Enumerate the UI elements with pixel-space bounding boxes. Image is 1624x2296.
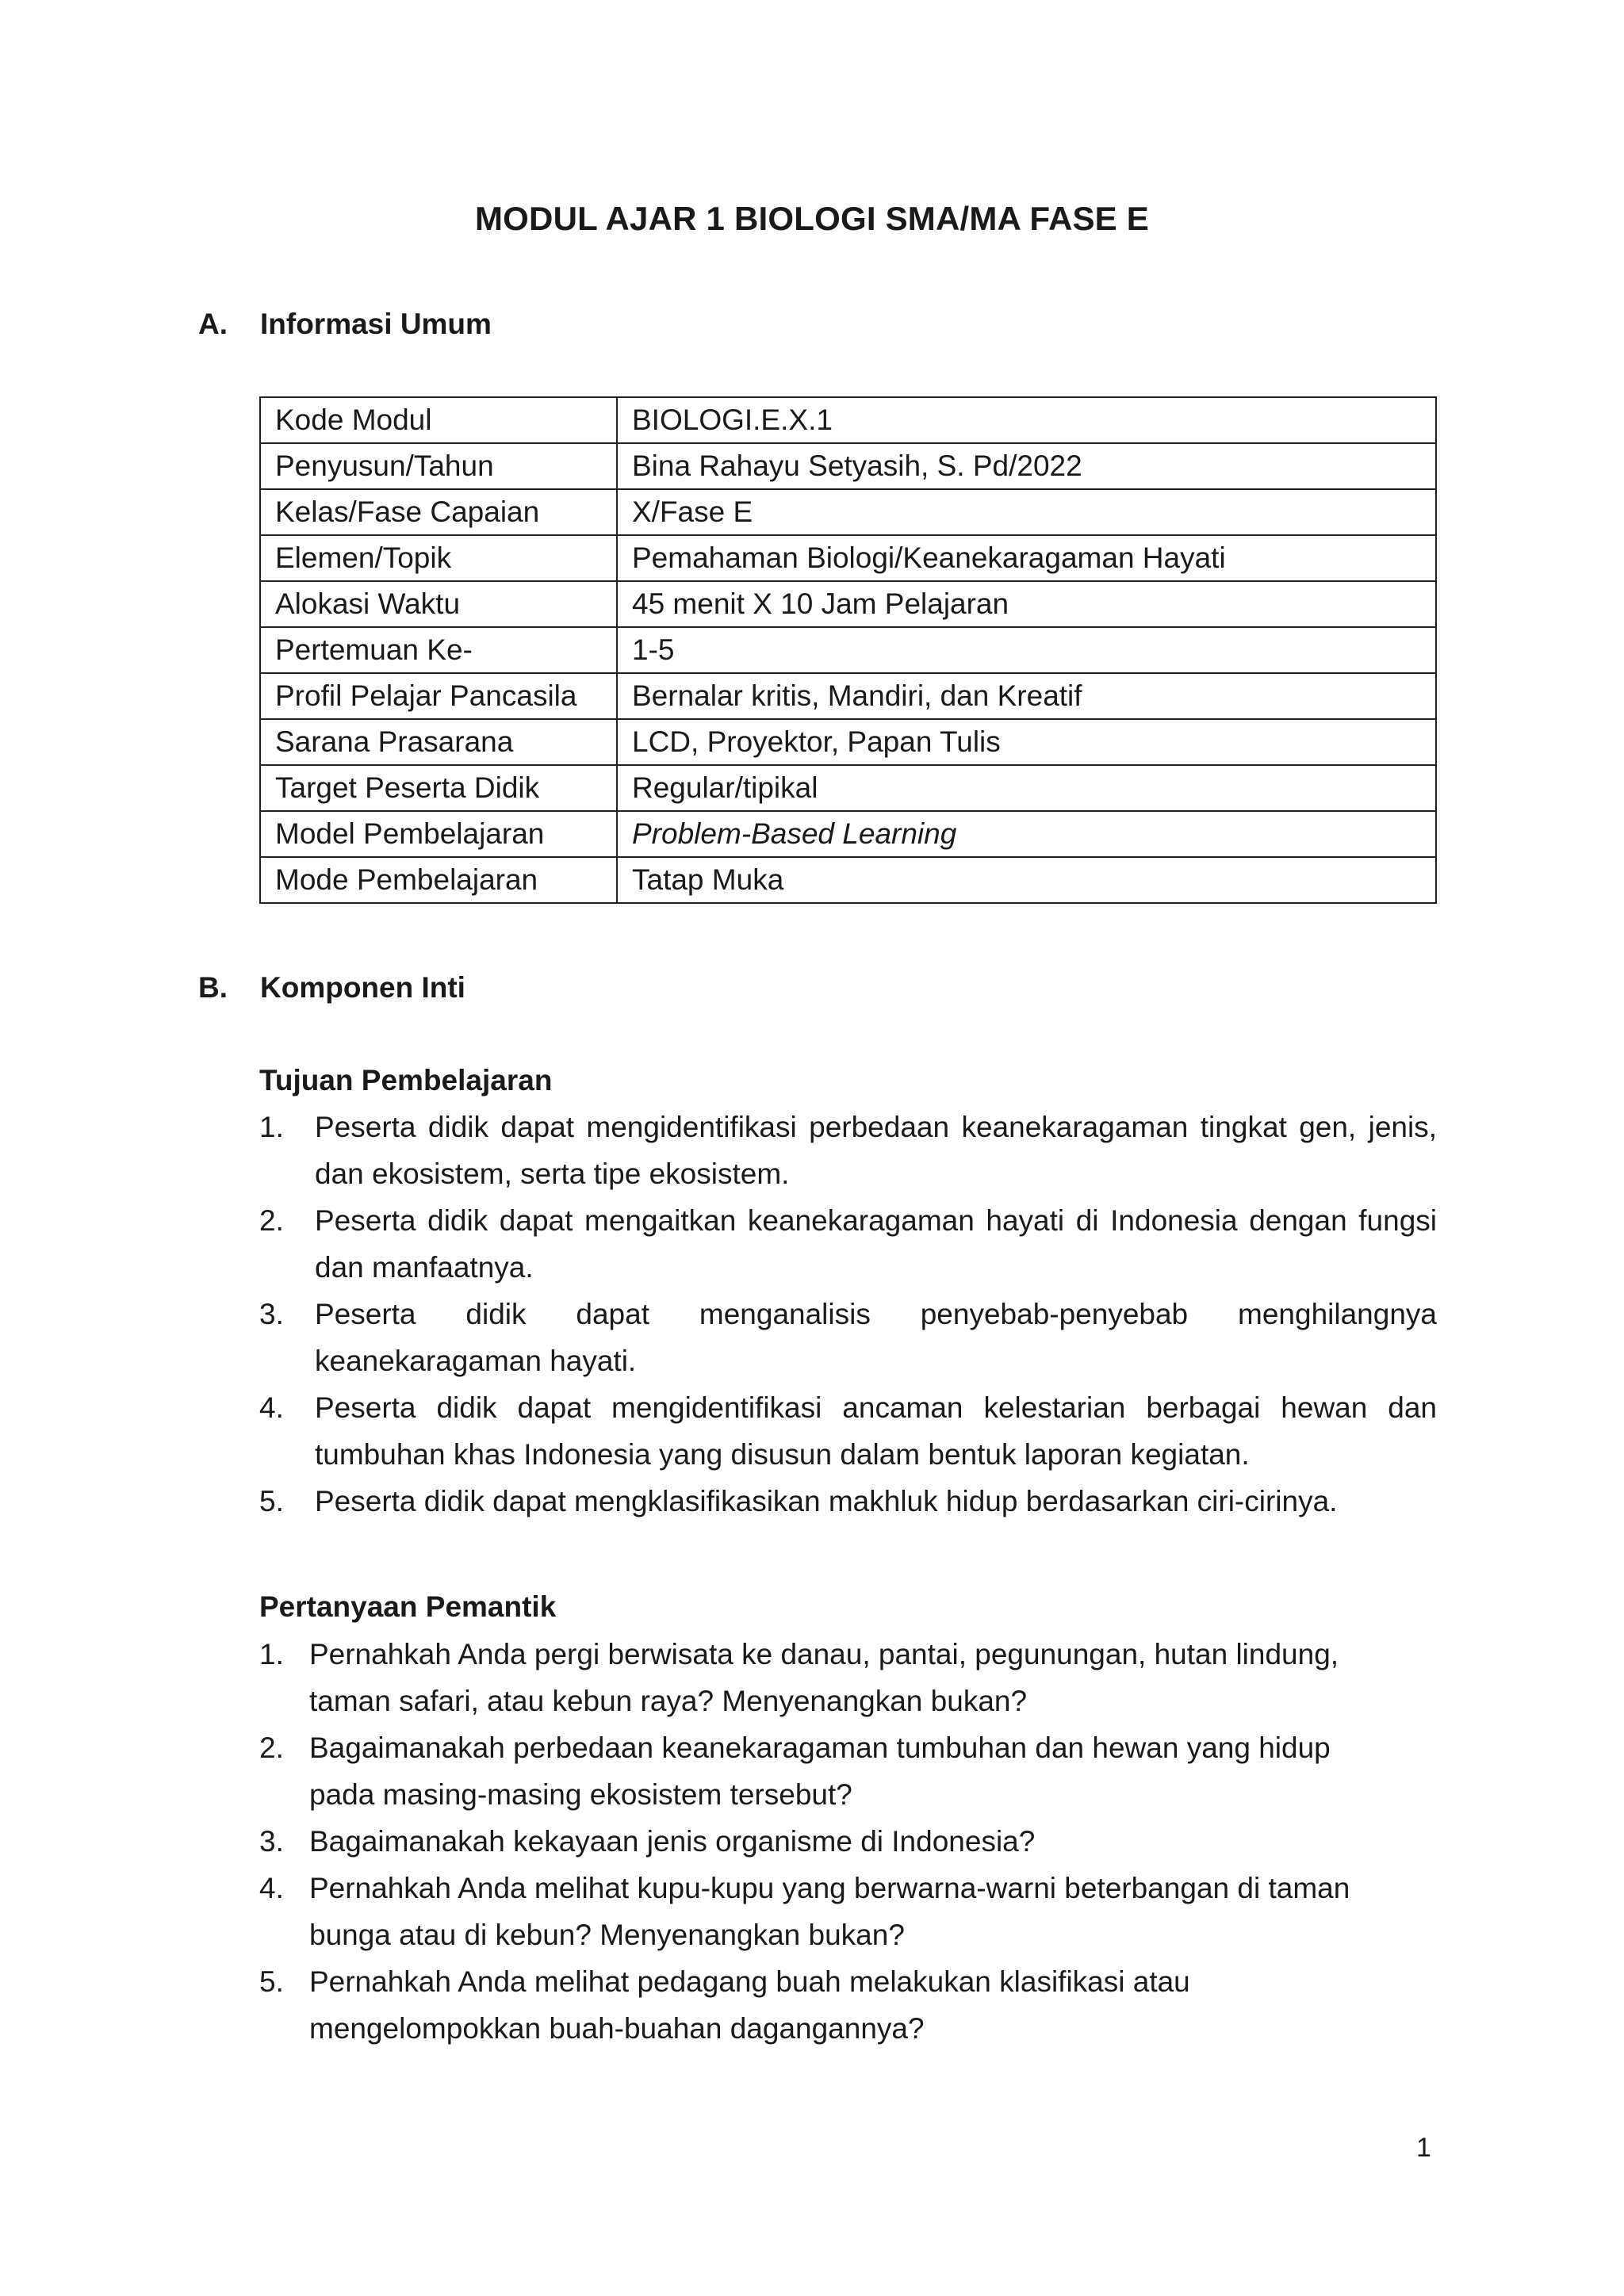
table-row <box>260 719 1436 765</box>
item-text-line: Bagaimanakah perbedaan keanekaragaman tumbuhan dan hewan yang hidup <box>309 1732 1331 1764</box>
item-number: 2. <box>259 1732 284 1764</box>
pemantik-list <box>259 1631 1437 2052</box>
row-label: Pertemuan Ke- <box>260 627 617 673</box>
table-row <box>260 673 1436 719</box>
row-value: LCD, Proyektor, Papan Tulis <box>617 719 1436 765</box>
row-value: Bernalar kritis, Mandiri, dan Kreatif <box>617 673 1436 719</box>
row-value: Tatap Muka <box>617 857 1436 903</box>
section-b-title: Komponen Inti <box>260 971 465 1004</box>
row-label: Alokasi Waktu <box>260 581 617 627</box>
tujuan-list <box>259 1104 1437 1525</box>
row-value: Regular/tipikal <box>617 765 1436 811</box>
table-row <box>260 489 1436 535</box>
section-a-heading <box>198 308 492 341</box>
item-text: Peserta didik dapat mengidentifikasi ancaman kelestarian berbagai hewan dan tumbuhan khas Indonesia yang disusun dalam bentuk laporan kegiatan. <box>315 1391 1437 1471</box>
row-value: Problem-Based Learning <box>617 811 1436 857</box>
row-label: Kode Modul <box>260 397 617 443</box>
table-row <box>260 443 1436 489</box>
item-number: 4. <box>259 1391 284 1424</box>
list-item <box>259 1478 1437 1525</box>
row-value: Bina Rahayu Setyasih, S. Pd/2022 <box>617 443 1436 489</box>
table-row <box>260 765 1436 811</box>
row-label: Kelas/Fase Capaian <box>260 489 617 535</box>
tujuan-heading: Tujuan Pembelajaran <box>259 1064 553 1096</box>
row-label: Mode Pembelajaran <box>260 857 617 903</box>
table-row <box>260 581 1436 627</box>
list-item <box>259 1865 1437 1958</box>
item-text-line: Bagaimanakah kekayaan jenis organisme di Indonesia? <box>309 1825 1036 1858</box>
item-text: Peserta didik dapat mengidentifikasi perbedaan keanekaragaman tingkat gen, jenis, dan ekosistem, serta tipe ekosistem. <box>315 1111 1437 1190</box>
section-b-letter: B. <box>198 971 228 1004</box>
list-item <box>259 1631 1437 1724</box>
table-row <box>260 627 1436 673</box>
list-item <box>259 1104 1437 1197</box>
item-text-line: pada masing-masing ekosistem tersebut? <box>309 1778 852 1811</box>
section-a-letter: A. <box>198 308 228 340</box>
row-label: Sarana Prasarana <box>260 719 617 765</box>
row-label: Profil Pelajar Pancasila <box>260 673 617 719</box>
item-number: 2. <box>259 1204 284 1237</box>
item-text: Peserta didik dapat mengklasifikasikan makhluk hidup berdasarkan ciri-cirinya. <box>315 1485 1338 1517</box>
item-number: 5. <box>259 1485 284 1517</box>
item-text-line: taman safari, atau kebun raya? Menyenangkan bukan? <box>309 1685 1028 1717</box>
list-item <box>259 1818 1437 1865</box>
info-table <box>259 396 1437 904</box>
table-row <box>260 811 1436 857</box>
document-title: MODUL AJAR 1 BIOLOGI SMA/MA FASE E <box>475 200 1149 237</box>
table-row <box>260 535 1436 581</box>
item-text-line: bunga atau di kebun? Menyenangkan bukan? <box>309 1919 905 1951</box>
item-text: Peserta didik dapat menganalisis penyebab-penyebab menghilangnya keanekaragaman hayati. <box>315 1298 1437 1377</box>
row-label: Model Pembelajaran <box>260 811 617 857</box>
item-text-line: Pernahkah Anda melihat kupu-kupu yang berwarna-warni beterbangan di taman <box>309 1872 1350 1904</box>
row-value: Pemahaman Biologi/Keanekaragaman Hayati <box>617 535 1436 581</box>
row-value: 45 menit X 10 Jam Pelajaran <box>617 581 1436 627</box>
section-b-heading <box>198 971 465 1004</box>
list-item <box>259 1197 1437 1291</box>
list-item <box>259 1958 1437 2052</box>
list-item <box>259 1724 1437 1818</box>
item-text-line: Pernahkah Anda pergi berwisata ke danau, pantai, pegunungan, hutan lindung, <box>309 1638 1339 1670</box>
item-text-line: Pernahkah Anda melihat pedagang buah melakukan klasifikasi atau <box>309 1965 1190 1998</box>
item-number: 3. <box>259 1825 284 1858</box>
row-label: Target Peserta Didik <box>260 765 617 811</box>
item-number: 1. <box>259 1638 284 1670</box>
item-text: Peserta didik dapat mengaitkan keanekaragaman hayati di Indonesia dengan fungsi dan manfaatnya. <box>315 1204 1437 1284</box>
row-label: Penyusun/Tahun <box>260 443 617 489</box>
item-number: 5. <box>259 1965 284 1998</box>
item-number: 1. <box>259 1111 284 1143</box>
row-value: X/Fase E <box>617 489 1436 535</box>
item-number: 4. <box>259 1872 284 1904</box>
list-item <box>259 1384 1437 1478</box>
row-value: 1-5 <box>617 627 1436 673</box>
item-text-line: mengelompokkan buah-buahan dagangannya? <box>309 2012 925 2045</box>
row-value: BIOLOGI.E.X.1 <box>617 397 1436 443</box>
table-row <box>260 857 1436 903</box>
pemantik-heading: Pertanyaan Pemantik <box>259 1590 557 1623</box>
row-label: Elemen/Topik <box>260 535 617 581</box>
section-a-title: Informasi Umum <box>260 308 492 340</box>
page-number: 1 <box>1416 2133 1431 2163</box>
table-row <box>260 397 1436 443</box>
item-number: 3. <box>259 1298 284 1330</box>
list-item <box>259 1291 1437 1384</box>
